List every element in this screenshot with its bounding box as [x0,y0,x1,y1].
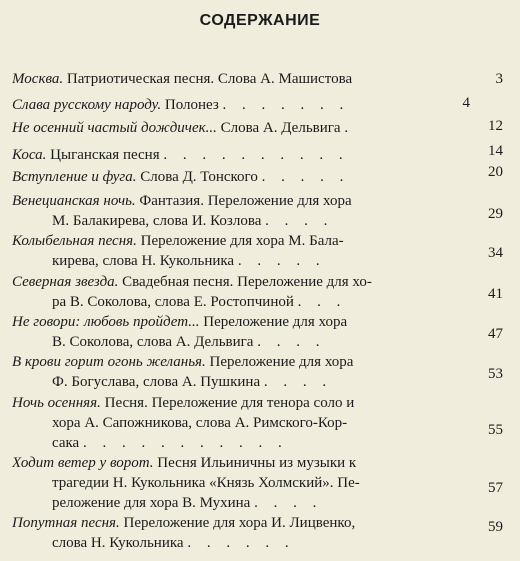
page-number: 59 [488,519,503,535]
entry-text: Патриотическая песня. Слова А. Машистова [66,71,353,87]
toc-line [12,95,468,115]
toc-line [12,191,468,211]
entry-text: Слова А. Дельвига [220,120,341,136]
toc-line [12,312,468,332]
toc-line [12,292,468,312]
page-number: 12 [488,118,503,134]
entry-title: Ночь осенняя. [12,395,101,411]
entry-text: ра В. Соколова, слова Е. Ростопчиной [52,294,294,310]
entry-text: реложение для хора В. Мухина [52,495,251,511]
page-number: 53 [488,366,503,382]
entry-title: Попутная песня. [12,515,120,531]
page-number: 41 [488,286,503,302]
leader-dots: . . . . . . . . . . . [82,435,288,451]
page-number: 47 [488,326,503,342]
page-number: 14 [488,143,503,159]
entry-text: хора А. Сапожникова, слова А. Римского-Кор- [52,415,348,431]
toc-line [12,211,468,231]
toc-line [12,453,468,473]
entry-text: трагедии Н. Кукольника «Князь Холмский». Пе- [52,475,360,491]
entry-title: В крови горит огонь желанья. [12,354,206,370]
entry-title: Ходит ветер у ворот. [12,455,154,471]
entry-title: Слава русскому народу. [12,97,162,113]
leader-dots: . . . . [257,334,326,350]
toc-line [12,251,468,271]
toc-entry [12,191,468,231]
entry-title: Вступление и фуга. [12,169,137,185]
entry-text: Переложение для хора М. Бала- [140,233,344,249]
toc-line [12,272,468,292]
toc-entry [12,272,468,312]
toc-entry [12,145,468,165]
leader-dots: . . . . . . . [222,97,350,113]
entry-text: Цыганская песня [50,147,160,163]
leader-dots: . . . . . [261,169,350,185]
entry-text: В. Соколова, слова А. Дельвига [52,334,254,350]
toc-line [12,513,468,533]
toc-entry [12,167,468,187]
leader-dots: . . . . [263,374,333,390]
entry-text: сака [52,435,80,451]
toc-line [12,231,468,251]
page-number: 3 [495,71,503,87]
toc-entry [12,453,468,513]
toc-line [12,433,468,453]
toc-line [12,393,468,413]
entry-text: Слова Д. Тонского [140,169,258,185]
page-number: 34 [488,245,503,261]
toc-entry [12,393,468,453]
page-number: 29 [488,206,503,222]
entry-text: Песня Ильиничны из музыки к [157,455,357,471]
entry-text: Переложение для хора И. Лицвенко, [123,515,356,531]
page-number: 4 [462,95,470,111]
entry-title: Москва. [12,71,64,87]
toc-line [12,493,468,513]
entry-title: Коса. [12,147,47,163]
page-number: 57 [488,480,503,496]
toc-line [12,473,468,493]
page-number: 55 [488,422,503,438]
toc-entry [12,118,468,138]
leader-dots: . [344,120,355,136]
entry-text: Фантазия. Переложение для хора [139,193,352,209]
toc-entry [12,231,468,271]
leader-dots: . . . . . . . . . . [163,147,349,163]
entry-title: Колыбельная песня. [12,233,137,249]
leader-dots: . . . . . . [187,535,295,551]
entry-text: Переложение для хора [203,314,348,330]
toc-line [12,372,468,392]
entry-text: М. Балакирева, слова И. Козлова [52,213,262,229]
toc-entry [12,312,468,352]
toc-entry [12,352,468,392]
toc-line [12,69,468,89]
entry-text: Полонез [164,97,219,113]
toc-line [12,145,468,165]
page-number: 20 [488,164,503,180]
toc-line [12,332,468,352]
entry-text: Переложение для хора [209,354,354,370]
entry-text: кирева, слова Н. Кукольника [52,253,235,269]
entry-text: Песня. Переложение для тенора соло и [104,395,355,411]
entry-title: Не говори: любовь пройдет... [12,314,200,330]
toc-entry [12,95,468,115]
entry-title: Венецианская ночь. [12,193,136,209]
toc-line [12,167,468,187]
toc-entry [12,69,468,89]
toc-line [12,118,468,138]
toc-line [12,352,468,372]
leader-dots: . . . [297,294,347,310]
entry-text: Свадебная песня. Переложение для хо- [122,274,372,290]
leader-dots: . . . . [254,495,323,511]
toc-line [12,533,468,553]
page-title: СОДЕРЖАНИЕ [199,12,321,29]
toc-line [12,413,468,433]
entry-text: Ф. Богуслава, слова А. Пушкина [52,374,261,390]
entry-title: Северная звезда. [12,274,119,290]
leader-dots: . . . . [265,213,334,229]
entry-text: слова Н. Кукольника [52,535,184,551]
leader-dots: . . . . . [237,253,326,269]
toc-entry [12,513,468,553]
entry-title: Не осенний частый дождичек... [12,120,217,136]
